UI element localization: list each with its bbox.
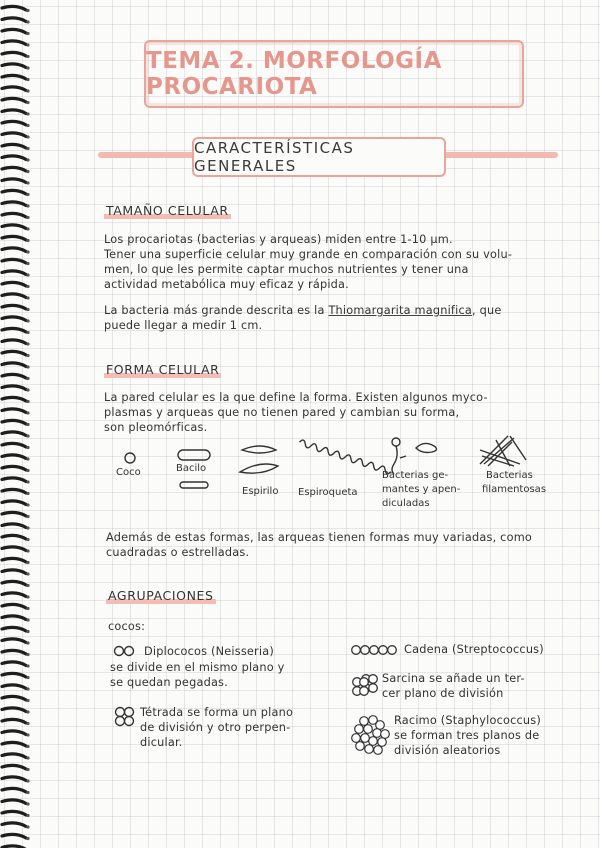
spiral-hole bbox=[26, 814, 29, 817]
forma-extra-line-1: Además de estas formas, las arqueas tienen formas muy variadas, como bbox=[106, 531, 533, 544]
spiral-ring bbox=[2, 466, 26, 470]
spiral-ring bbox=[2, 604, 26, 608]
spiral-ring bbox=[2, 524, 26, 528]
spiral-hole bbox=[26, 66, 29, 69]
spiral-hole bbox=[26, 825, 29, 828]
spiral-hole bbox=[26, 745, 29, 748]
spiral-ring bbox=[2, 696, 26, 700]
spiral-hole bbox=[26, 285, 29, 288]
racimo-line-2: se forman tres planos de bbox=[394, 729, 540, 742]
spiral-ring bbox=[2, 98, 26, 102]
label-espirilo: Espirilo bbox=[242, 486, 279, 497]
spiral-ring bbox=[2, 742, 26, 746]
spiral-ring bbox=[2, 443, 26, 447]
spiral-hole bbox=[26, 710, 29, 713]
spiral-ring bbox=[2, 110, 26, 114]
spiral-hole bbox=[26, 423, 29, 426]
forma-line-3: son pleomórficas. bbox=[104, 421, 208, 434]
racimo-line-1: Racimo (Staphylococcus) bbox=[394, 714, 541, 727]
spiral-hole bbox=[26, 331, 29, 334]
spiral-ring bbox=[2, 811, 26, 815]
spiral-hole bbox=[26, 365, 29, 368]
spiral-hole bbox=[26, 733, 29, 736]
racimo-icon bbox=[350, 714, 392, 758]
spiral-ring bbox=[2, 87, 26, 91]
spiral-ring bbox=[2, 593, 26, 597]
spiral-ring bbox=[2, 144, 26, 148]
spiral-hole bbox=[26, 388, 29, 391]
spiral-hole bbox=[26, 170, 29, 173]
diplococos-icon bbox=[112, 645, 140, 657]
tamano-line-6: puede llegar a medir 1 cm. bbox=[104, 319, 263, 332]
spiral-hole bbox=[26, 342, 29, 345]
tamano-line-5-pre: La bacteria más grande descrita es la bbox=[104, 304, 329, 317]
spiral-ring bbox=[2, 363, 26, 367]
spiral-ring bbox=[2, 627, 26, 631]
label-espiroqueta: Espiroqueta bbox=[298, 487, 358, 498]
tamano-line-5 bbox=[104, 303, 501, 318]
spiral-hole bbox=[26, 837, 29, 840]
spiral-hole bbox=[26, 584, 29, 587]
spiral-ring bbox=[2, 397, 26, 401]
spiral-hole bbox=[26, 112, 29, 115]
spiral-hole bbox=[26, 791, 29, 794]
species-name: Thiomargarita magnifica bbox=[328, 304, 472, 317]
spiral-ring bbox=[2, 374, 26, 378]
spiral-hole bbox=[26, 9, 29, 12]
tetrada-icon bbox=[114, 706, 136, 728]
diplococos-line-3: se quedan pegadas. bbox=[110, 676, 228, 689]
spiral-hole bbox=[26, 676, 29, 679]
espirilo-shape bbox=[240, 446, 278, 473]
spiral-ring bbox=[2, 133, 26, 137]
spiral-hole bbox=[26, 43, 29, 46]
spiral-hole bbox=[26, 250, 29, 253]
spiral-hole bbox=[26, 480, 29, 483]
spiral-hole bbox=[26, 78, 29, 81]
spiral-ring bbox=[2, 834, 26, 838]
forma-extra-line-2: cuadradas o estrelladas. bbox=[106, 546, 250, 559]
sarcina-line-2: cer plano de división bbox=[382, 687, 504, 700]
spiral-ring bbox=[2, 754, 26, 758]
coco-shape bbox=[125, 453, 135, 463]
cadena-line-1: Cadena (Streptococcus) bbox=[404, 643, 544, 656]
tetrada-line-3: dicular. bbox=[140, 736, 183, 749]
spiral-hole bbox=[26, 239, 29, 242]
label-gemantes-3: diculadas bbox=[382, 498, 430, 509]
spiral-ring bbox=[2, 236, 26, 240]
spiral-ring bbox=[2, 75, 26, 79]
spiral-ring bbox=[2, 328, 26, 332]
spiral-hole bbox=[26, 319, 29, 322]
spiral-hole bbox=[26, 607, 29, 610]
spiral-ring bbox=[2, 800, 26, 804]
spiral-ring bbox=[2, 731, 26, 735]
sarcina-icon bbox=[350, 672, 378, 698]
spiral-hole bbox=[26, 411, 29, 414]
spiral-hole bbox=[26, 549, 29, 552]
spiral-ring bbox=[2, 317, 26, 321]
tamano-line-4: actividad metabólica muy eficaz y rápida. bbox=[104, 278, 349, 291]
spiral-hole bbox=[26, 273, 29, 276]
spiral-ring bbox=[2, 248, 26, 252]
spiral-ring bbox=[2, 156, 26, 160]
spiral-ring bbox=[2, 639, 26, 643]
spiral-ring bbox=[2, 213, 26, 217]
spiral-hole bbox=[26, 32, 29, 35]
spiral-ring bbox=[2, 685, 26, 689]
filamentosas-shape bbox=[480, 436, 526, 466]
spiral-hole bbox=[26, 55, 29, 58]
spiral-hole bbox=[26, 779, 29, 782]
spiral-hole bbox=[26, 756, 29, 759]
spiral-hole bbox=[26, 457, 29, 460]
gemantes-shape bbox=[392, 438, 437, 474]
cocos-label: cocos: bbox=[108, 620, 146, 633]
spiral-hole bbox=[26, 181, 29, 184]
label-filamentosas-2: filamentosas bbox=[482, 484, 547, 495]
label-gemantes-2: mantes y apen- bbox=[382, 484, 461, 495]
spiral-hole bbox=[26, 124, 29, 127]
spiral-hole bbox=[26, 135, 29, 138]
spiral-ring bbox=[2, 52, 26, 56]
spiral-ring bbox=[2, 719, 26, 723]
sarcina-line-1: Sarcina se añade un ter- bbox=[382, 672, 525, 685]
spiral-hole bbox=[26, 653, 29, 656]
spiral-hole bbox=[26, 618, 29, 621]
spiral-ring bbox=[2, 18, 26, 22]
heading-agrupaciones: AGRUPACIONES bbox=[108, 588, 214, 603]
spiral-ring bbox=[2, 662, 26, 666]
spiral-ring bbox=[2, 121, 26, 125]
diplococos-line-2: se divide en el mismo plano y bbox=[110, 661, 285, 674]
spiral-ring bbox=[2, 501, 26, 505]
heading-tamano: TAMAÑO CELULAR bbox=[106, 203, 229, 218]
spiral-hole bbox=[26, 802, 29, 805]
spiral-ring bbox=[2, 282, 26, 286]
espiroqueta-shape bbox=[299, 439, 392, 474]
spiral-hole bbox=[26, 20, 29, 23]
spiral-hole bbox=[26, 193, 29, 196]
spiral-hole bbox=[26, 515, 29, 518]
spiral-hole bbox=[26, 630, 29, 633]
tetrada-line-1: Tétrada se forma un plano bbox=[140, 706, 294, 719]
spiral-ring bbox=[2, 788, 26, 792]
spiral-hole bbox=[26, 216, 29, 219]
spiral-hole bbox=[26, 664, 29, 667]
spiral-hole bbox=[26, 722, 29, 725]
spiral-hole bbox=[26, 377, 29, 380]
spiral-ring bbox=[2, 420, 26, 424]
spiral-ring bbox=[2, 547, 26, 551]
spiral-hole bbox=[26, 561, 29, 564]
spiral-ring bbox=[2, 259, 26, 263]
spiral-hole bbox=[26, 262, 29, 265]
spiral-ring bbox=[2, 455, 26, 459]
spiral-ring bbox=[2, 179, 26, 183]
heading-forma: FORMA CELULAR bbox=[106, 362, 220, 377]
spiral-ring bbox=[2, 823, 26, 827]
spiral-hole bbox=[26, 503, 29, 506]
page-title: TEMA 2. MORFOLOGÍA PROCARIOTA bbox=[144, 40, 524, 108]
spiral-hole bbox=[26, 699, 29, 702]
tamano-line-5-post: , que bbox=[472, 304, 502, 317]
spiral-ring bbox=[2, 202, 26, 206]
spiral-binding bbox=[0, 0, 36, 848]
spiral-hole bbox=[26, 227, 29, 230]
spiral-ring bbox=[2, 616, 26, 620]
tamano-line-3: men, lo que les permite captar muchos nutrientes y tener una bbox=[104, 263, 469, 276]
spiral-hole bbox=[26, 538, 29, 541]
spiral-ring bbox=[2, 570, 26, 574]
spiral-ring bbox=[2, 225, 26, 229]
cadena-icon bbox=[350, 644, 402, 656]
spiral-ring bbox=[2, 6, 26, 10]
spiral-ring bbox=[2, 305, 26, 309]
tamano-line-2: Tener una superficie celular muy grande en comparación con su volu- bbox=[104, 248, 513, 261]
spiral-ring bbox=[2, 765, 26, 769]
spiral-ring bbox=[2, 190, 26, 194]
diplococos-line-1: Diplococos (Neisseria) bbox=[144, 645, 274, 658]
label-filamentosas-1: Bacterias bbox=[486, 470, 533, 481]
spiral-ring bbox=[2, 29, 26, 33]
spiral-ring bbox=[2, 478, 26, 482]
spiral-ring bbox=[2, 64, 26, 68]
forma-line-1: La pared celular es la que define la forma. Existen algunos myco- bbox=[104, 391, 488, 404]
spiral-hole bbox=[26, 492, 29, 495]
spiral-hole bbox=[26, 768, 29, 771]
spiral-hole bbox=[26, 469, 29, 472]
spiral-ring bbox=[2, 409, 26, 413]
spiral-ring bbox=[2, 386, 26, 390]
spiral-ring bbox=[2, 340, 26, 344]
spiral-hole bbox=[26, 158, 29, 161]
spiral-ring bbox=[2, 167, 26, 171]
spiral-hole bbox=[26, 354, 29, 357]
spiral-hole bbox=[26, 400, 29, 403]
spiral-ring bbox=[2, 351, 26, 355]
spiral-ring bbox=[2, 708, 26, 712]
spiral-ring bbox=[2, 673, 26, 677]
spiral-ring bbox=[2, 294, 26, 298]
spiral-ring bbox=[2, 432, 26, 436]
spiral-hole bbox=[26, 572, 29, 575]
label-gemantes-1: Bacterias ge- bbox=[382, 470, 449, 481]
tetrada-line-2: de división y otro perpen- bbox=[140, 721, 291, 734]
spiral-hole bbox=[26, 687, 29, 690]
spiral-ring bbox=[2, 581, 26, 585]
spiral-hole bbox=[26, 526, 29, 529]
spiral-hole bbox=[26, 641, 29, 644]
label-bacilo: Bacilo bbox=[176, 463, 207, 474]
spiral-ring bbox=[2, 777, 26, 781]
spiral-ring bbox=[2, 41, 26, 45]
tamano-line-1: Los procariotas (bacterias y arqueas) miden entre 1-10 µm. bbox=[104, 233, 453, 246]
spiral-hole bbox=[26, 595, 29, 598]
label-coco: Coco bbox=[116, 467, 141, 478]
section-title-general: CARACTERÍSTICAS GENERALES bbox=[192, 137, 446, 177]
spiral-hole bbox=[26, 204, 29, 207]
spiral-hole bbox=[26, 147, 29, 150]
spiral-hole bbox=[26, 101, 29, 104]
forma-line-2: plasmas y arqueas que no tienen pared y cambian su forma, bbox=[104, 406, 460, 419]
spiral-ring bbox=[2, 489, 26, 493]
spiral-ring bbox=[2, 558, 26, 562]
spiral-ring bbox=[2, 535, 26, 539]
spiral-ring bbox=[2, 271, 26, 275]
racimo-line-3: división aleatorios bbox=[394, 744, 501, 757]
spiral-ring bbox=[2, 650, 26, 654]
spiral-hole bbox=[26, 296, 29, 299]
spiral-hole bbox=[26, 89, 29, 92]
spiral-hole bbox=[26, 308, 29, 311]
spiral-hole bbox=[26, 434, 29, 437]
spiral-ring bbox=[2, 512, 26, 516]
spiral-hole bbox=[26, 446, 29, 449]
